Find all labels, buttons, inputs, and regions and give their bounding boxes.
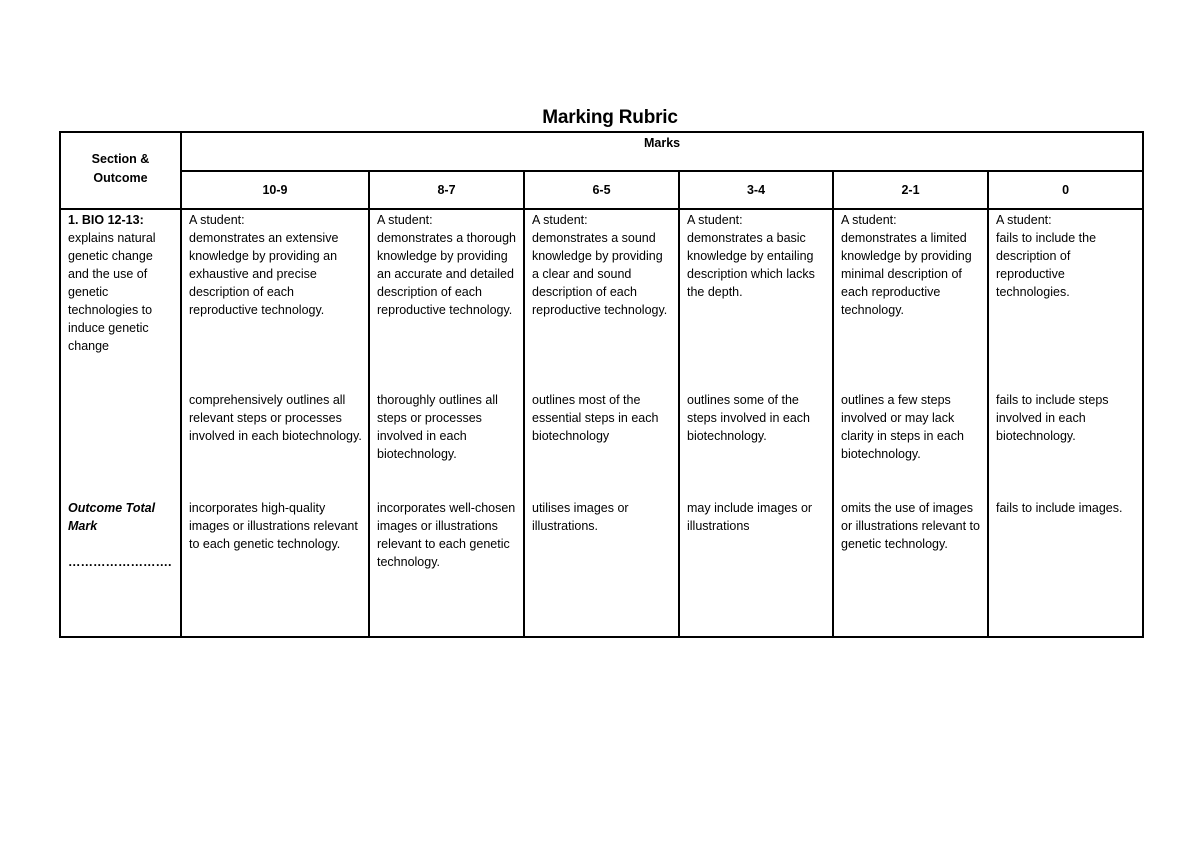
- range-header: 0: [988, 171, 1143, 209]
- section-spacer: [68, 391, 174, 499]
- criterion-steps: fails to include steps involved in each biotechnology.: [996, 393, 1109, 443]
- criterion-knowledge: A student: demonstrates a limited knowledge by providing minimal description of each reproductive technology.: [841, 213, 972, 317]
- criterion-knowledge: A student: demonstrates a thorough knowledge by providing an accurate and detailed description of each reproductive technology.: [377, 213, 516, 317]
- range-header: 2-1: [833, 171, 988, 209]
- criterion-steps: outlines some of the steps involved in each biotechnology.: [687, 393, 810, 443]
- criterion-knowledge: A student: demonstrates a sound knowledge by providing a clear and sound description of each reproductive technology.: [532, 213, 668, 317]
- range-header: 6-5: [524, 171, 679, 209]
- criterion-images: incorporates well-chosen images or illustrations relevant to each genetic technology.: [377, 501, 516, 569]
- section-outcome-header: [60, 132, 181, 209]
- outcome-total-mark-blank: …………………….: [68, 555, 172, 569]
- criterion-images: may include images or illustrations: [687, 501, 813, 533]
- section-description: explains natural genetic change and the use of genetic technologies to induce genetic change: [68, 231, 156, 353]
- criterion-knowledge: A student: demonstrates an extensive knowledge by providing an exhaustive and precise description of each reproductive technology.: [189, 213, 339, 317]
- criterion-images: utilises images or illustrations.: [532, 501, 629, 533]
- section-outcome: [68, 211, 174, 391]
- section-heading: 1. BIO 12-13:: [68, 213, 144, 227]
- criteria-cell: [679, 209, 833, 637]
- criterion-steps: comprehensively outlines all relevant steps or processes involved in each biotechnology.: [189, 393, 362, 443]
- outcome-total: [68, 499, 174, 571]
- criterion-knowledge: A student: demonstrates a basic knowledge by entailing description which lacks the depth.: [687, 213, 815, 299]
- criteria-cell: [833, 209, 988, 637]
- section-cell: [60, 209, 181, 637]
- criteria-row: [60, 209, 1143, 637]
- criteria-cell: [988, 209, 1143, 637]
- range-header: 10-9: [181, 171, 369, 209]
- header-row-ranges: [60, 171, 1143, 209]
- range-header: 8-7: [369, 171, 524, 209]
- criterion-steps: outlines a few steps involved or may lack clarity in steps in each biotechnology.: [841, 393, 964, 461]
- criteria-cell: [524, 209, 679, 637]
- marks-header: Marks: [181, 132, 1143, 171]
- criterion-steps: outlines most of the essential steps in each biotechnology: [532, 393, 659, 443]
- criterion-steps: thoroughly outlines all steps or processes involved in each biotechnology.: [377, 393, 498, 461]
- outcome-total-mark-label: Outcome Total Mark: [68, 501, 156, 533]
- page-title: Marking Rubric: [542, 107, 678, 128]
- header-row-marks: [60, 132, 1143, 171]
- criteria-cell: [369, 209, 524, 637]
- criterion-images: incorporates high-quality images or illustrations relevant to each genetic technology.: [189, 501, 358, 551]
- criterion-knowledge: A student: fails to include the description of reproductive technologies.: [996, 213, 1097, 299]
- rubric-table: [59, 131, 1144, 638]
- criterion-images: omits the use of images or illustrations relevant to genetic technology.: [841, 501, 980, 551]
- criterion-images: fails to include images.: [996, 501, 1123, 515]
- section-outcome-label: Section & Outcome: [91, 151, 150, 185]
- range-header: 3-4: [679, 171, 833, 209]
- criteria-cell: [181, 209, 369, 637]
